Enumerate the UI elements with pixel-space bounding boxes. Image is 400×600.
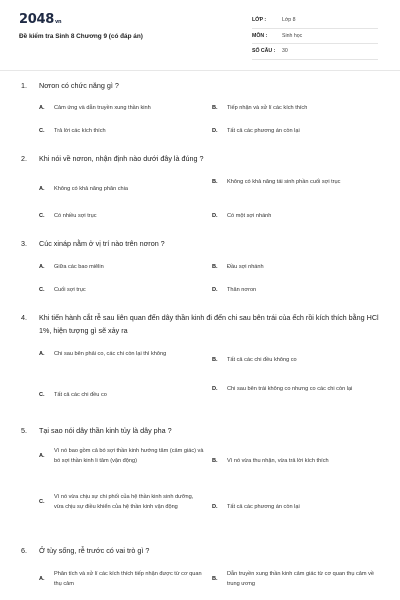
option-letter: A.	[39, 351, 45, 357]
option-a[interactable]	[39, 104, 194, 114]
page-title: Đề kiểm tra Sinh 8 Chương 9 (có đáp án)	[19, 33, 143, 40]
question-number: 3.	[21, 239, 27, 248]
question-number: 6.	[21, 546, 27, 555]
option-text: Dẫn truyền xung thần kinh cảm giác từ cơ quan thụ cảm về trung ương	[227, 571, 375, 587]
option-c[interactable]	[39, 212, 194, 222]
meta-panel	[252, 13, 378, 60]
option-letter: C.	[39, 392, 45, 398]
option-letter: D.	[212, 213, 218, 219]
meta-value: Sinh học	[282, 32, 303, 39]
option-a[interactable]	[39, 570, 204, 590]
meta-row-count	[252, 44, 378, 60]
option-text: Tiếp nhận và xử lí các kích thích	[227, 105, 308, 111]
option-text: Vì nó vừa thu nhận, vừa trả lời kích thích	[227, 458, 329, 464]
question-text: Nơron có chức năng gì ?	[39, 81, 119, 90]
option-b[interactable]	[212, 104, 367, 114]
option-d[interactable]	[212, 385, 377, 395]
option-text: Giữa các bao miêlin	[54, 264, 104, 270]
option-letter: B.	[212, 179, 218, 185]
option-a[interactable]	[39, 350, 199, 360]
option-letter: C.	[39, 287, 45, 293]
question-text: Khi nói về nơron, nhận định nào dưới đây là đúng ?	[39, 154, 204, 163]
option-c[interactable]	[39, 493, 204, 513]
option-d[interactable]	[212, 503, 367, 513]
option-text: Tất cả các phương án còn lại	[227, 504, 300, 510]
question-stem	[21, 545, 381, 558]
option-letter: D.	[212, 504, 218, 510]
meta-label: MÔN :	[252, 32, 268, 39]
option-letter: B.	[212, 357, 218, 363]
header-divider	[0, 70, 400, 71]
option-text: Vì nó vừa chịu sự chi phối của hệ thần kinh sinh dưỡng, vừa chịu sự điều khiển của hệ thần kinh vận động	[54, 494, 194, 510]
option-text: Tất cả các chi đều co	[54, 392, 107, 398]
question-stem	[21, 238, 381, 251]
option-a[interactable]	[39, 263, 194, 273]
option-b[interactable]	[212, 178, 382, 188]
option-b[interactable]	[212, 570, 387, 590]
option-letter: C.	[39, 498, 45, 505]
option-text: Phân tích và xử lí các kích thích tiếp nhận được từ cơ quan thụ cảm	[54, 571, 202, 587]
option-text: Cảm ứng và dẫn truyền xung thần kinh	[54, 105, 151, 111]
meta-label: SỐ CÂU :	[252, 48, 276, 55]
question-text: Cúc xináp nằm ở vị trí nào trên nơron ?	[39, 239, 165, 248]
option-text: Tất cả các chi đều không co	[227, 357, 297, 363]
option-letter: D.	[212, 128, 218, 134]
logo-text: 2048	[19, 12, 54, 27]
option-a[interactable]	[39, 185, 194, 195]
question-text: Tại sao nói dây thần kinh tủy là dây pha ?	[39, 426, 172, 435]
option-b[interactable]	[212, 356, 367, 366]
option-text: Có một sợi nhánh	[227, 213, 272, 219]
option-letter: B.	[212, 105, 218, 111]
option-letter: A.	[39, 264, 45, 270]
option-text: Không có khả năng tái sinh phần cuối sợi trục	[227, 179, 341, 185]
meta-value: 30	[282, 48, 288, 55]
option-letter: C.	[39, 213, 45, 219]
question-number: 5.	[21, 426, 27, 435]
option-text: Vì nó bao gồm cả bó sợi thần kinh hướng tâm (cảm giác) và bó sợi thần kinh li tâm (vận động)	[54, 448, 204, 464]
option-letter: D.	[212, 287, 218, 293]
question-stem	[21, 312, 381, 337]
option-letter: B.	[212, 575, 218, 582]
option-letter: A.	[39, 575, 45, 582]
option-text: Chi sau bên trái không co nhưng co các chi còn lại	[227, 386, 353, 392]
question-number: 1.	[21, 81, 27, 90]
meta-value: Lớp 8	[282, 17, 296, 24]
question-number: 4.	[21, 313, 27, 322]
option-text: Thân nơron	[227, 287, 257, 293]
option-text: Có nhiều sợi trục	[54, 213, 97, 219]
option-a[interactable]	[39, 447, 204, 467]
option-letter: C.	[39, 128, 45, 134]
option-text: Chi sau bên phải co, các chi còn lại thì không	[54, 351, 167, 357]
option-letter: B.	[212, 458, 218, 464]
option-text: Cuối sợi trục	[54, 287, 86, 293]
question-stem	[21, 425, 381, 438]
question-text: Ở tủy sống, rễ trước có vai trò gì ?	[39, 546, 150, 555]
question-text: Khi tiến hành cắt rễ sau liên quan đến dây thần kinh đi đến chi sau bên trái của ếch rồi kích thích bằng HCl 1%, hiện tượng gì sẽ xảy ra	[39, 313, 379, 335]
option-letter: A.	[39, 452, 45, 459]
option-letter: B.	[212, 264, 218, 270]
option-d[interactable]	[212, 127, 367, 137]
option-letter: D.	[212, 386, 218, 392]
meta-row-class	[252, 13, 378, 29]
meta-label: LỚP :	[252, 17, 267, 24]
question-stem	[21, 80, 381, 93]
logo-suffix: vn	[54, 19, 62, 25]
option-letter: A.	[39, 186, 45, 192]
option-text: Đầu sợi nhánh	[227, 264, 264, 270]
option-c[interactable]	[39, 127, 194, 137]
meta-row-subject	[252, 29, 378, 45]
option-b[interactable]	[212, 263, 367, 273]
option-text: Tất cả các phương án còn lại	[227, 128, 300, 134]
option-d[interactable]	[212, 286, 367, 296]
site-logo[interactable]	[19, 12, 61, 27]
option-b[interactable]	[212, 457, 387, 467]
option-text: Trả lời các kích thích	[54, 128, 106, 134]
option-c[interactable]	[39, 286, 194, 296]
option-text: Không có khả năng phân chia	[54, 186, 129, 192]
question-number: 2.	[21, 154, 27, 163]
option-d[interactable]	[212, 212, 367, 222]
option-c[interactable]	[39, 391, 194, 401]
question-stem	[21, 153, 381, 166]
option-letter: A.	[39, 105, 45, 111]
